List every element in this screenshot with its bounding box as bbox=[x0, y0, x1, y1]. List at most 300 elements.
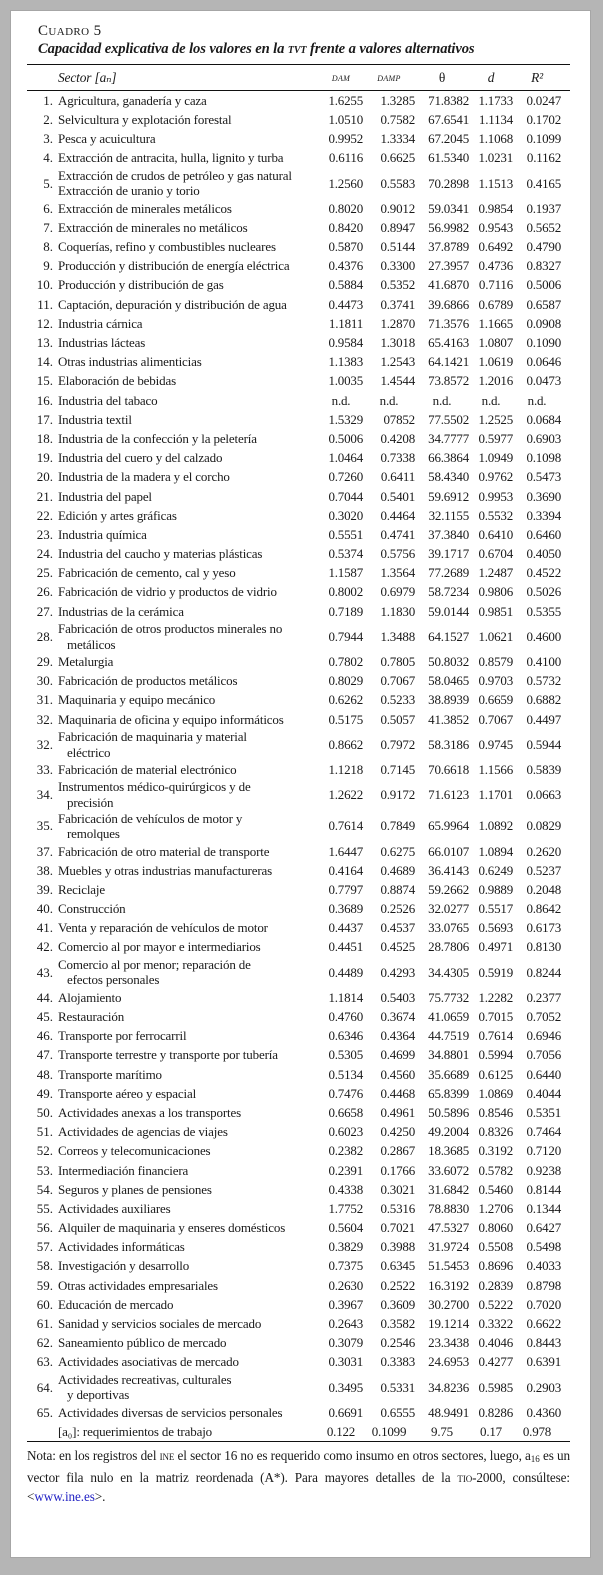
sector-name: Correos y telecomunicaciones bbox=[58, 1143, 211, 1159]
value-cell-damp: 0.9172 bbox=[380, 787, 415, 803]
value-cell-d: 1.1665 bbox=[478, 315, 513, 331]
value-cell-theta: 24.6953 bbox=[428, 1354, 469, 1370]
sector-name: Construcción bbox=[58, 901, 126, 917]
row-number: 17. bbox=[36, 411, 53, 427]
value-cell-r2: 0.4100 bbox=[526, 654, 561, 670]
value-cell-theta: 41.6870 bbox=[428, 277, 469, 293]
value-cell-damp: 0.3988 bbox=[380, 1239, 415, 1255]
value-cell-damp: 07852 bbox=[383, 411, 415, 427]
table-row bbox=[27, 506, 570, 525]
table-row bbox=[27, 1065, 570, 1084]
sector-name: Elaboración de bebidas bbox=[58, 373, 176, 389]
value-cell-r2: 0.4165 bbox=[526, 175, 561, 191]
value-cell-d: 1.0869 bbox=[478, 1085, 513, 1101]
value-cell-theta: 59.6912 bbox=[428, 488, 469, 504]
table-row bbox=[27, 1161, 570, 1180]
value-cell-r2: 0.978 bbox=[522, 1423, 552, 1439]
value-cell-damp: 0.1099 bbox=[371, 1423, 407, 1439]
value-cell-damp: 0.5057 bbox=[380, 711, 415, 727]
value-cell-theta: 34.7777 bbox=[428, 430, 469, 446]
value-cell-damp: 0.4537 bbox=[380, 920, 415, 936]
value-cell-d: 1.2282 bbox=[478, 989, 513, 1005]
value-cell-damp: 0.4741 bbox=[380, 526, 415, 542]
value-cell-d: 1.1068 bbox=[478, 131, 513, 147]
row-number: 13. bbox=[36, 335, 53, 351]
value-cell-d: 0.7116 bbox=[478, 277, 513, 293]
value-cell-r2: 0.0646 bbox=[526, 354, 561, 370]
value-cell-r2: 0.6882 bbox=[526, 692, 561, 708]
value-cell-damp: 0.4208 bbox=[380, 430, 415, 446]
row-number: 37. bbox=[36, 843, 53, 859]
value-cell-theta: 33.6072 bbox=[428, 1162, 469, 1178]
value-cell-r2: 0.6946 bbox=[526, 1028, 561, 1044]
sector-name: Industria del cuero y del calzado bbox=[58, 450, 223, 466]
row-number: 51. bbox=[36, 1124, 53, 1140]
value-cell-r2: 0.6440 bbox=[526, 1066, 561, 1082]
row-number: 22. bbox=[36, 507, 53, 523]
value-cell-r2: 0.5652 bbox=[526, 219, 561, 235]
value-cell-dam: 0.4376 bbox=[328, 258, 363, 274]
column-header-sector: Sector [aₙ] bbox=[58, 69, 117, 85]
row-number: 43. bbox=[36, 964, 53, 980]
sector-name: Fabricación de material electrónico bbox=[58, 761, 237, 777]
value-cell-theta: 32.0277 bbox=[428, 901, 469, 917]
value-cell-r2: 0.5473 bbox=[526, 469, 561, 485]
value-cell-d: 0.5782 bbox=[478, 1162, 513, 1178]
value-cell-dam: 0.9952 bbox=[328, 131, 363, 147]
value-cell-d: 0.5460 bbox=[478, 1181, 513, 1197]
sector-name: [a₀]: requerimientos de trabajo bbox=[58, 1423, 213, 1439]
value-cell-damp: 1.4544 bbox=[380, 373, 415, 389]
value-cell-damp: 0.3741 bbox=[380, 296, 415, 312]
table-row bbox=[27, 1122, 570, 1141]
column-header-dam: dam bbox=[331, 69, 351, 84]
row-number: 57. bbox=[36, 1239, 53, 1255]
value-cell-damp: 0.6555 bbox=[380, 1404, 415, 1420]
table-row bbox=[27, 448, 570, 467]
value-cell-theta: 65.4163 bbox=[428, 335, 469, 351]
subtitle-text-post: frente a valores alternativos bbox=[306, 41, 475, 57]
value-cell-theta: 39.1717 bbox=[428, 546, 469, 562]
value-cell-d: 1.2016 bbox=[478, 373, 513, 389]
value-cell-theta: 32.1155 bbox=[428, 507, 469, 523]
table-row bbox=[27, 811, 570, 842]
value-cell-theta: 34.4305 bbox=[428, 964, 469, 980]
value-cell-damp: 0.7972 bbox=[380, 736, 415, 752]
row-number: 47. bbox=[36, 1047, 53, 1063]
value-cell-theta: 47.5327 bbox=[428, 1220, 469, 1236]
value-cell-theta: 78.8830 bbox=[428, 1200, 469, 1216]
value-cell-d: 0.9806 bbox=[478, 584, 513, 600]
table-row bbox=[27, 1276, 570, 1295]
value-cell-r2: 0.5944 bbox=[526, 736, 561, 752]
row-number: 24. bbox=[36, 546, 53, 562]
value-cell-theta: 58.4340 bbox=[428, 469, 469, 485]
sector-name: Fabricación de vehículos de motor y remolques bbox=[58, 810, 243, 842]
value-cell-damp: 0.5233 bbox=[380, 692, 415, 708]
value-cell-r2: 0.1099 bbox=[526, 131, 561, 147]
table-row bbox=[27, 314, 570, 333]
sector-name: Transporte por ferrocarril bbox=[58, 1028, 187, 1044]
value-cell-theta: 31.6842 bbox=[428, 1181, 469, 1197]
value-cell-d: 1.2525 bbox=[478, 411, 513, 427]
value-cell-dam: 1.2560 bbox=[328, 175, 363, 191]
value-cell-dam: 0.5134 bbox=[328, 1066, 363, 1082]
table-row bbox=[27, 237, 570, 256]
value-cell-r2: 0.3394 bbox=[526, 507, 561, 523]
value-cell-d: 0.5977 bbox=[478, 430, 513, 446]
table-row bbox=[27, 1314, 570, 1333]
sector-name: Maquinaria de oficina y equipo informáticos bbox=[58, 711, 284, 727]
value-cell-d: 0.8546 bbox=[478, 1104, 513, 1120]
row-number: 26. bbox=[36, 584, 53, 600]
table-row bbox=[27, 372, 570, 391]
table-row bbox=[27, 295, 570, 314]
value-cell-r2: 0.4050 bbox=[526, 546, 561, 562]
value-cell-d: 0.4971 bbox=[478, 939, 513, 955]
value-cell-dam: 0.4437 bbox=[328, 920, 363, 936]
table-row bbox=[27, 652, 570, 671]
value-cell-dam: 0.5870 bbox=[328, 239, 363, 255]
row-number: 44. bbox=[36, 989, 53, 1005]
table-row bbox=[27, 1403, 570, 1422]
footnote-text: -2000, consúltese: < bbox=[27, 1470, 570, 1504]
sector-name: Edición y artes gráficas bbox=[58, 507, 177, 523]
value-cell-theta: 38.8939 bbox=[428, 692, 469, 708]
value-cell-d: 0.9889 bbox=[478, 881, 513, 897]
table-row bbox=[27, 525, 570, 544]
value-cell-dam: 1.1383 bbox=[328, 354, 363, 370]
sector-name: Captación, depuración y distribución de agua bbox=[58, 296, 287, 312]
sector-name: Selvicultura y explotación forestal bbox=[58, 111, 232, 127]
value-cell-d: 1.0949 bbox=[478, 450, 513, 466]
value-cell-r2: 0.5006 bbox=[526, 277, 561, 293]
row-number: 58. bbox=[36, 1258, 53, 1274]
row-number: 45. bbox=[36, 1009, 53, 1025]
value-cell-theta: 36.4143 bbox=[428, 862, 469, 878]
value-cell-damp: 0.3609 bbox=[380, 1296, 415, 1312]
value-cell-theta: 34.8801 bbox=[428, 1047, 469, 1063]
value-cell-d: 0.6249 bbox=[478, 862, 513, 878]
value-cell-d: 0.8579 bbox=[478, 654, 513, 670]
value-cell-damp: 0.4560 bbox=[380, 1066, 415, 1082]
value-cell-r2: 0.1162 bbox=[526, 150, 561, 166]
value-cell-d: 0.6659 bbox=[478, 692, 513, 708]
sector-name: Agricultura, ganadería y caza bbox=[58, 92, 207, 108]
value-cell-r2: 0.5839 bbox=[526, 761, 561, 777]
value-cell-r2: 0.9238 bbox=[526, 1162, 561, 1178]
sector-name: Comercio al por menor; reparación de efectos personales bbox=[58, 956, 251, 988]
row-number: 2. bbox=[43, 111, 53, 127]
row-number: 14. bbox=[36, 354, 53, 370]
value-cell-damp: 0.6275 bbox=[380, 843, 415, 859]
row-number: 27. bbox=[36, 603, 53, 619]
value-cell-theta: 75.7732 bbox=[428, 989, 469, 1005]
value-cell-r2: 0.5498 bbox=[526, 1239, 561, 1255]
value-cell-d: 1.1566 bbox=[478, 761, 513, 777]
value-cell-r2: 0.3690 bbox=[526, 488, 561, 504]
sector-name: Restauración bbox=[58, 1009, 125, 1025]
table-row bbox=[27, 218, 570, 237]
value-cell-d: 0.9762 bbox=[478, 469, 513, 485]
row-number: 33. bbox=[36, 761, 53, 777]
row-number: 38. bbox=[36, 862, 53, 878]
value-cell-theta: 70.6618 bbox=[428, 761, 469, 777]
value-cell-damp: 0.5352 bbox=[380, 277, 415, 293]
value-cell-r2: 0.5026 bbox=[526, 584, 561, 600]
value-cell-dam: 0.5884 bbox=[328, 277, 363, 293]
row-number: 55. bbox=[36, 1200, 53, 1216]
row-number: 5. bbox=[43, 175, 53, 191]
value-cell-damp: 0.3674 bbox=[380, 1009, 415, 1025]
value-cell-dam: 0.6023 bbox=[328, 1124, 363, 1140]
value-cell-dam: 0.7260 bbox=[328, 469, 363, 485]
row-number: 29. bbox=[36, 654, 53, 670]
value-cell-dam: 0.4489 bbox=[328, 964, 363, 980]
row-number: 19. bbox=[36, 450, 53, 466]
value-cell-d: 0.9851 bbox=[478, 603, 513, 619]
value-cell-d: 0.5532 bbox=[478, 507, 513, 523]
value-cell-r2: 0.7056 bbox=[526, 1047, 561, 1063]
sector-name: Pesca y acuicultura bbox=[58, 131, 156, 147]
sector-name: Fabricación de otros productos minerales no metálicos bbox=[58, 621, 283, 652]
value-cell-d: n.d. bbox=[481, 392, 501, 408]
value-cell-theta: 35.6689 bbox=[428, 1066, 469, 1082]
value-cell-dam: 0.8662 bbox=[328, 736, 363, 752]
value-cell-d: 1.0621 bbox=[478, 628, 513, 644]
sector-name: Sanidad y servicios sociales de mercado bbox=[58, 1316, 262, 1332]
value-cell-r2: 0.0473 bbox=[526, 373, 561, 389]
table-header-row bbox=[27, 65, 570, 90]
sector-name: Intermediación financiera bbox=[58, 1162, 189, 1178]
value-cell-d: 0.9953 bbox=[478, 488, 513, 504]
value-cell-damp: 0.4689 bbox=[380, 862, 415, 878]
value-cell-r2: 0.8798 bbox=[526, 1277, 561, 1293]
table-row bbox=[27, 468, 570, 487]
sector-name: Actividades de agencias de viajes bbox=[58, 1124, 228, 1140]
value-cell-damp: 0.7021 bbox=[380, 1220, 415, 1236]
footnote bbox=[27, 1447, 570, 1506]
row-number: 7. bbox=[43, 219, 53, 235]
value-cell-theta: 67.2045 bbox=[428, 131, 469, 147]
table-row bbox=[27, 919, 570, 938]
value-cell-theta: 28.7806 bbox=[428, 939, 469, 955]
value-cell-d: 0.3322 bbox=[478, 1316, 513, 1332]
value-cell-dam: 0.7476 bbox=[328, 1085, 363, 1101]
subtitle-acronym-tvt: tvt bbox=[287, 41, 307, 57]
value-cell-dam: 0.4164 bbox=[328, 862, 363, 878]
value-cell-d: 0.5985 bbox=[478, 1379, 513, 1395]
value-cell-theta: 31.9724 bbox=[428, 1239, 469, 1255]
sector-name: Transporte aéreo y espacial bbox=[58, 1085, 197, 1101]
sector-name: Actividades recreativas, culturales y deportivas bbox=[58, 1371, 232, 1403]
value-cell-r2: 0.6460 bbox=[526, 526, 561, 542]
sector-name: Extracción de minerales no metálicos bbox=[58, 219, 248, 235]
value-cell-dam: 0.8020 bbox=[328, 200, 363, 216]
value-cell-theta: 51.5453 bbox=[428, 1258, 469, 1274]
footnote-text: Nota: en los registros del bbox=[27, 1448, 160, 1464]
sector-name: Instrumentos médico-quirúrgicos y de precisión bbox=[58, 779, 251, 810]
value-cell-dam: 0.5006 bbox=[328, 430, 363, 446]
value-cell-d: 1.0892 bbox=[478, 818, 513, 834]
value-cell-dam: 0.8029 bbox=[328, 673, 363, 689]
row-number: 10. bbox=[36, 277, 53, 293]
table-caption-title bbox=[38, 41, 570, 58]
table-row bbox=[27, 1180, 570, 1199]
value-cell-r2: 0.1937 bbox=[526, 200, 561, 216]
row-number: 28. bbox=[36, 628, 53, 644]
value-cell-dam: 1.0464 bbox=[328, 450, 363, 466]
table-row bbox=[27, 760, 570, 779]
row-number: 25. bbox=[36, 565, 53, 581]
sector-name: Producción y distribución de energía eléctrica bbox=[58, 258, 290, 274]
value-cell-theta: 9.75 bbox=[431, 1423, 453, 1439]
value-cell-d: 0.5508 bbox=[478, 1239, 513, 1255]
value-cell-r2: 0.8443 bbox=[526, 1335, 561, 1351]
value-cell-d: 0.7015 bbox=[478, 1009, 513, 1025]
value-cell-dam: 0.4473 bbox=[328, 296, 363, 312]
value-cell-dam: 1.6255 bbox=[328, 92, 363, 108]
value-cell-damp: 0.4525 bbox=[380, 939, 415, 955]
sector-name: Transporte terrestre y transporte por tubería bbox=[58, 1047, 278, 1063]
value-cell-theta: 71.3576 bbox=[428, 315, 469, 331]
value-cell-damp: 0.5756 bbox=[380, 546, 415, 562]
value-cell-r2: 0.4522 bbox=[526, 565, 561, 581]
value-cell-dam: 0.5604 bbox=[328, 1220, 363, 1236]
value-cell-theta: 16.3192 bbox=[428, 1277, 469, 1293]
footnote-subscript: 16 bbox=[530, 1454, 540, 1465]
row-number: 52. bbox=[36, 1143, 53, 1159]
row-number: 48. bbox=[36, 1066, 53, 1082]
value-cell-theta: 59.2662 bbox=[428, 881, 469, 897]
value-cell-dam: 0.4338 bbox=[328, 1181, 363, 1197]
value-cell-damp: 1.3564 bbox=[380, 565, 415, 581]
value-cell-damp: 0.3021 bbox=[380, 1181, 415, 1197]
value-cell-theta: 58.0465 bbox=[428, 673, 469, 689]
value-cell-dam: 0.3020 bbox=[328, 507, 363, 523]
value-cell-r2: 0.6903 bbox=[526, 430, 561, 446]
value-cell-damp: 1.3285 bbox=[380, 92, 415, 108]
row-number: 46. bbox=[36, 1028, 53, 1044]
row-number: 54. bbox=[36, 1181, 53, 1197]
value-cell-dam: 0.3031 bbox=[328, 1354, 363, 1370]
value-cell-dam: 0.4451 bbox=[328, 939, 363, 955]
table-row bbox=[27, 1026, 570, 1045]
value-cell-theta: 64.1421 bbox=[428, 354, 469, 370]
sector-name: Actividades diversas de servicios personales bbox=[58, 1404, 283, 1420]
value-cell-d: 0.8326 bbox=[478, 1124, 513, 1140]
row-number: 8. bbox=[43, 239, 53, 255]
table-row bbox=[27, 1084, 570, 1103]
value-cell-damp: 0.2526 bbox=[380, 901, 415, 917]
sector-name: Actividades auxiliares bbox=[58, 1200, 171, 1216]
value-cell-dam: 1.0510 bbox=[328, 111, 363, 127]
value-cell-damp: 0.3300 bbox=[380, 258, 415, 274]
table-row bbox=[27, 429, 570, 448]
value-cell-theta: 27.3957 bbox=[428, 258, 469, 274]
value-cell-damp: 1.3334 bbox=[380, 131, 415, 147]
value-cell-theta: 44.7519 bbox=[428, 1028, 469, 1044]
bottom-rule bbox=[27, 1441, 570, 1442]
table-row bbox=[27, 621, 570, 652]
value-cell-theta: 48.9491 bbox=[428, 1404, 469, 1420]
table-row bbox=[27, 487, 570, 506]
value-cell-d: 0.2839 bbox=[478, 1277, 513, 1293]
value-cell-r2: n.d. bbox=[527, 392, 547, 408]
value-cell-damp: 0.4293 bbox=[380, 964, 415, 980]
row-number: 21. bbox=[36, 488, 53, 504]
table-row bbox=[27, 149, 570, 168]
sector-name: Fabricación de otro material de transporte bbox=[58, 843, 270, 859]
table-row bbox=[27, 129, 570, 148]
table-row bbox=[27, 168, 570, 199]
ine-website-link[interactable]: www.ine.es bbox=[34, 1488, 95, 1504]
value-cell-r2: 0.1098 bbox=[526, 450, 561, 466]
value-cell-theta: 30.2700 bbox=[428, 1296, 469, 1312]
table-row bbox=[27, 544, 570, 563]
table-row bbox=[27, 352, 570, 371]
value-cell-d: 1.0894 bbox=[478, 843, 513, 859]
value-cell-dam: 0.3829 bbox=[328, 1239, 363, 1255]
value-cell-damp: 0.5583 bbox=[380, 175, 415, 191]
value-cell-r2: 0.0247 bbox=[526, 92, 561, 108]
sector-name: Metalurgia bbox=[58, 654, 114, 670]
table-row bbox=[27, 710, 570, 729]
table-row bbox=[27, 779, 570, 810]
value-cell-r2: 0.6427 bbox=[526, 1220, 561, 1236]
value-cell-d: 0.7614 bbox=[478, 1028, 513, 1044]
value-cell-theta: 56.9982 bbox=[428, 219, 469, 235]
value-cell-d: 0.6410 bbox=[478, 526, 513, 542]
table-row bbox=[27, 602, 570, 621]
value-cell-dam: 1.2622 bbox=[328, 787, 363, 803]
table-row bbox=[27, 1333, 570, 1352]
value-cell-damp: 0.4468 bbox=[380, 1085, 415, 1101]
value-cell-damp: 0.4464 bbox=[380, 507, 415, 523]
value-cell-damp: 0.7805 bbox=[380, 654, 415, 670]
value-cell-r2: 0.8327 bbox=[526, 258, 561, 274]
value-cell-theta: n.d. bbox=[432, 392, 452, 408]
sector-name: Fabricación de vidrio y productos de vidrio bbox=[58, 584, 277, 600]
row-number: 4. bbox=[43, 150, 53, 166]
value-cell-r2: 0.0663 bbox=[526, 787, 561, 803]
value-cell-damp: 0.4250 bbox=[380, 1124, 415, 1140]
footnote-text: es un vector fila nulo en la matriz reordenada (A*). Para mayores detalles de la bbox=[27, 1448, 570, 1486]
value-cell-dam: 1.7752 bbox=[328, 1200, 363, 1216]
table-caption-number: Cuadro 5 bbox=[38, 23, 102, 39]
value-cell-r2: 0.5351 bbox=[526, 1104, 561, 1120]
table-row bbox=[27, 1218, 570, 1237]
value-cell-dam: 0.6262 bbox=[328, 692, 363, 708]
value-cell-dam: 1.1811 bbox=[328, 315, 363, 331]
value-cell-dam: 0.6691 bbox=[328, 1404, 363, 1420]
value-cell-theta: 41.0659 bbox=[428, 1009, 469, 1025]
table-row bbox=[27, 333, 570, 352]
value-cell-theta: 59.0144 bbox=[428, 603, 469, 619]
value-cell-d: 0.4046 bbox=[478, 1335, 513, 1351]
value-cell-damp: 0.3582 bbox=[380, 1316, 415, 1332]
value-cell-d: 1.1701 bbox=[478, 787, 513, 803]
row-number: 35. bbox=[36, 818, 53, 834]
sector-name: Industria de la confección y la peletería bbox=[58, 430, 257, 446]
table-row bbox=[27, 1422, 570, 1441]
value-cell-dam: 1.0035 bbox=[328, 373, 363, 389]
sector-name: Muebles y otras industrias manufactureras bbox=[58, 862, 273, 878]
row-number: 40. bbox=[36, 901, 53, 917]
sector-name: Industria cárnica bbox=[58, 315, 143, 331]
sector-name: Investigación y desarrollo bbox=[58, 1258, 190, 1274]
value-cell-theta: 19.1214 bbox=[428, 1316, 469, 1332]
